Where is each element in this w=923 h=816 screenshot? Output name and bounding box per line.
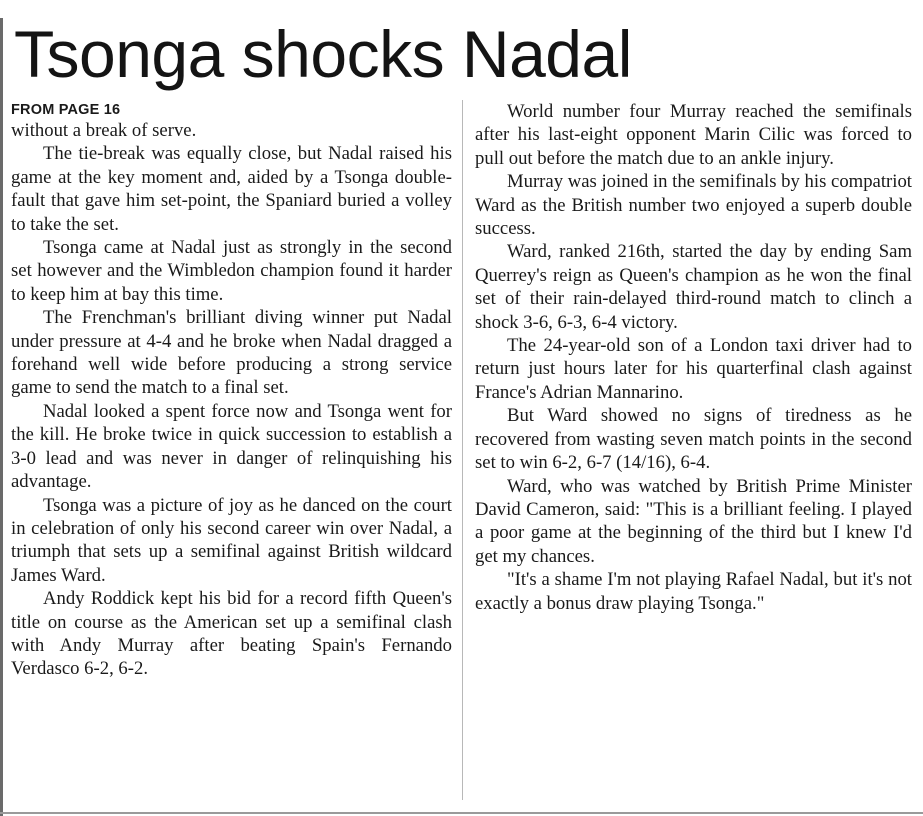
continued-from-label: FROM PAGE 16 xyxy=(11,102,121,118)
column-divider xyxy=(462,100,463,800)
paragraph: Tsonga was a picture of joy as he danced on the court in celebration of only his second career win over Nadal, a triumph that sets up a semifinal against British wildcard James Ward. xyxy=(11,494,452,586)
paragraph: without a break of serve. xyxy=(11,120,197,141)
paragraph: Tsonga came at Nadal just as strongly in the second set however and the Wimbledon champion found it harder to keep him at bay this time. xyxy=(11,237,452,305)
article-column-left xyxy=(11,119,452,681)
paragraph: Ward, ranked 216th, started the day by ending Sam Querrey's reign as Queen's champion as he won the final set of their rain-delayed third-round match to clinch a shock 3-6, 6-3, 6-4 victory. xyxy=(475,241,912,333)
bottom-border-rule xyxy=(0,812,923,814)
paragraph: Andy Roddick kept his bid for a record fifth Queen's title on course as the American set up a semifinal clash with Andy Murray after beating Spain's Fernando Verdasco 6-2, 6-2. xyxy=(11,588,452,680)
paragraph: "It's a shame I'm not playing Rafael Nadal, but it's not exactly a bonus draw playing Tsonga." xyxy=(475,569,912,614)
paragraph: But Ward showed no signs of tiredness as he recovered from wasting seven match points in the second set to win 6-2, 6-7 (14/16), 6-4. xyxy=(475,405,912,474)
paragraph: The tie-break was equally close, but Nadal raised his game at the key moment and, aided by a Tsonga double-fault that gave him set-point, the Spaniard buried a volley to take the set. xyxy=(11,143,452,235)
paragraph: The 24-year-old son of a London taxi driver had to return just hours later for his quarterfinal clash against France's Adrian Mannarino. xyxy=(475,335,912,403)
paragraph: Ward, who was watched by British Prime Minister David Cameron, said: "This is a brilliant feeling. I played a poor game at the beginning of the third but I knew I'd get my chances. xyxy=(475,475,912,567)
paragraph: Murray was joined in the semifinals by his compatriot Ward as the British number two enjoyed a superb double success. xyxy=(475,171,912,240)
article-column-right xyxy=(475,100,912,615)
headline: Tsonga shocks Nadal xyxy=(14,17,632,91)
paragraph: The Frenchman's brilliant diving winner put Nadal under pressure at 4-4 and he broke when Nadal dragged a forehand well wide before producing a strong service game to send the match to a final set. xyxy=(11,307,452,399)
paragraph: World number four Murray reached the semifinals after his last-eight opponent Marin Cilic was forced to pull out before the match due to an ankle injury. xyxy=(475,101,912,169)
left-border-rule xyxy=(0,18,3,816)
paragraph: Nadal looked a spent force now and Tsonga went for the kill. He broke twice in quick succession to establish a 3-0 lead and was never in danger of relinquishing his advantage. xyxy=(11,400,452,493)
